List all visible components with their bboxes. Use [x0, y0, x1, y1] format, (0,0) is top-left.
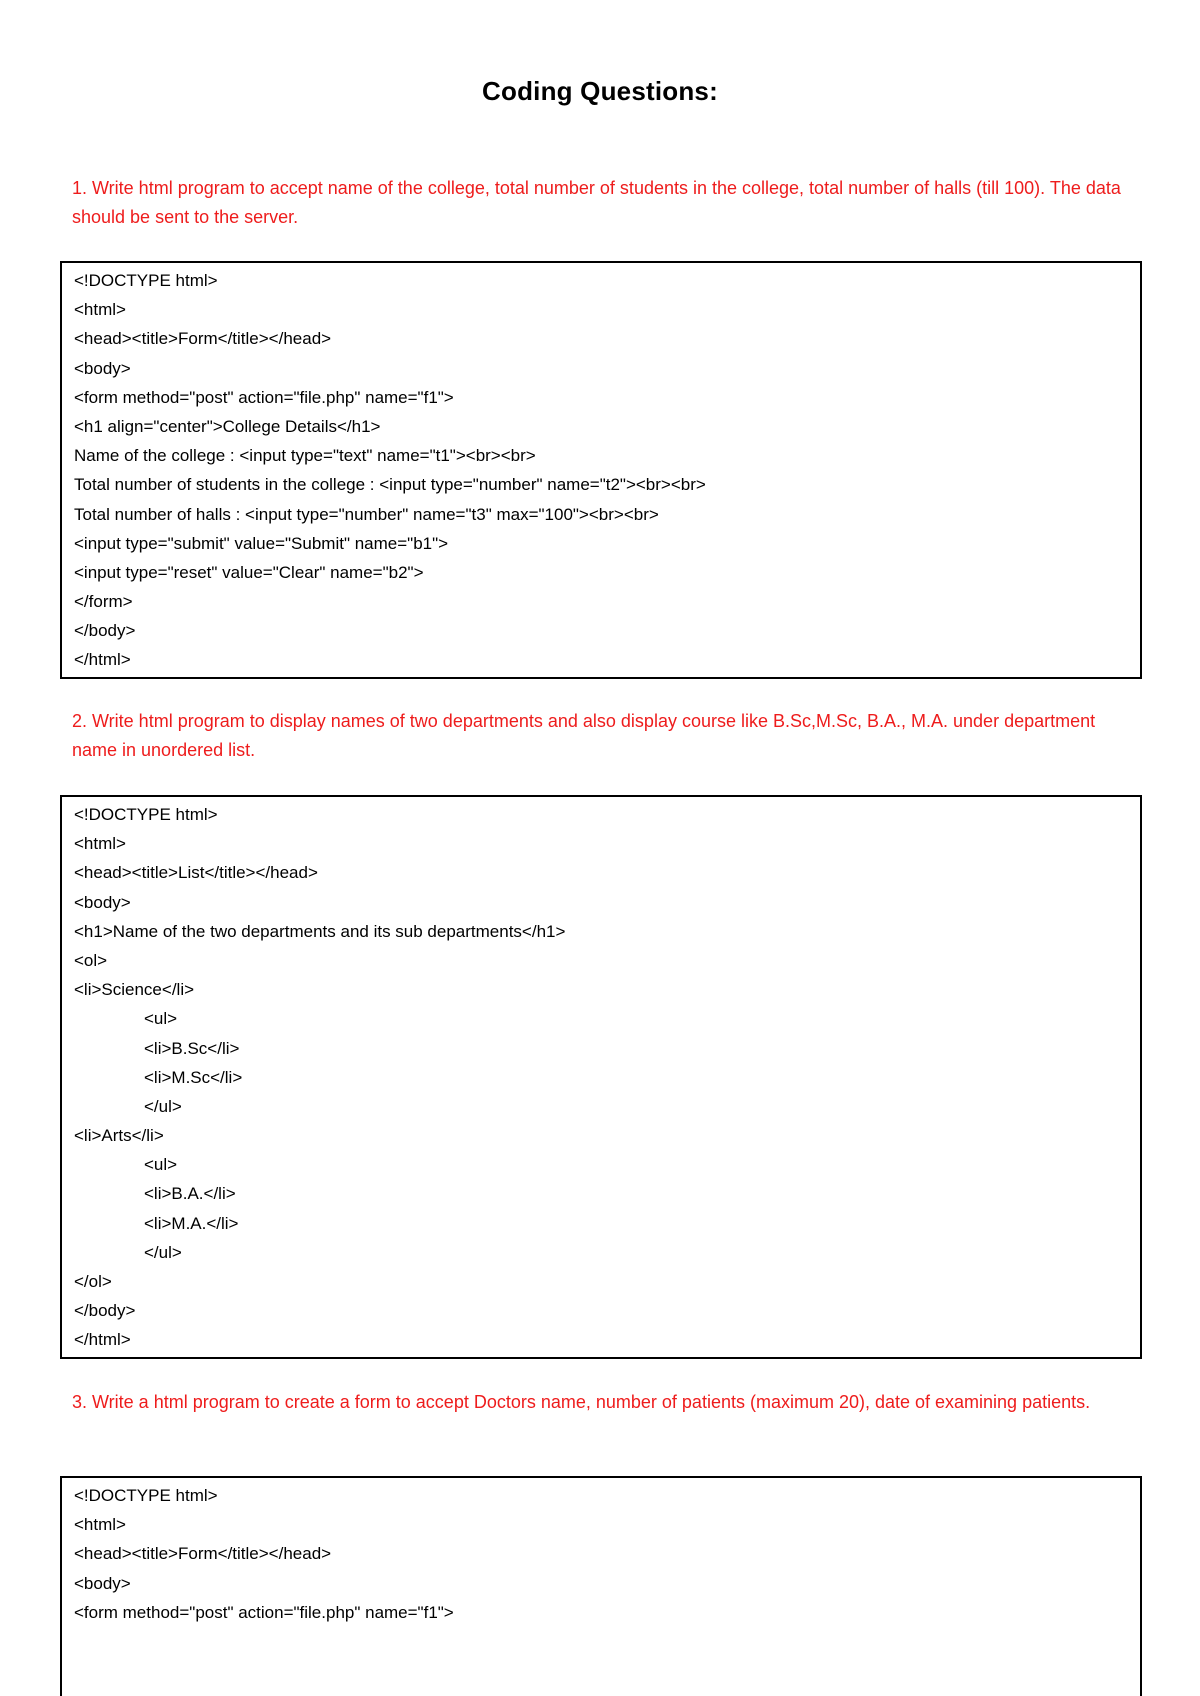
code-line: <head><title>Form</title></head>	[74, 329, 332, 349]
code-line: <li>B.Sc</li>	[144, 1038, 240, 1058]
code-block-3	[60, 1476, 1142, 1696]
code-line: <input type="submit" value="Submit" name="b1">	[74, 533, 449, 553]
code-line: <li>M.Sc</li>	[144, 1067, 243, 1087]
code-line: Name of the college : <input type="text" name="t1"><br><br>	[74, 446, 536, 466]
code-line: <!DOCTYPE html>	[74, 271, 218, 290]
code-line: <li>B.A.</li>	[144, 1184, 236, 1204]
code-line: </form>	[74, 592, 133, 612]
code-line: <body>	[74, 1573, 131, 1593]
code-line: <html>	[74, 834, 126, 854]
code-line: </html>	[74, 1330, 131, 1350]
code-line: <ul>	[144, 1155, 178, 1175]
code-line: <h1 align="center">College Details</h1>	[74, 416, 381, 436]
code-line: <head><title>Form</title></head>	[74, 1544, 332, 1564]
code-line: <h1>Name of the two departments and its sub departments</h1>	[74, 921, 566, 941]
code-line: <ol>	[74, 950, 108, 970]
code-line: <input type="reset" value="Clear" name="b2">	[74, 562, 424, 582]
code-line: <form method="post" action="file.php" name="f1">	[74, 1602, 454, 1622]
code-line: </body>	[74, 1301, 136, 1321]
code-line: <head><title>List</title></head>	[74, 863, 318, 883]
page-title: Coding Questions:	[482, 76, 718, 106]
code-line: <!DOCTYPE html>	[74, 1486, 218, 1505]
code-line: </ul>	[144, 1242, 182, 1262]
code-line: <body>	[74, 892, 131, 912]
question-1-text: 1. Write html program to accept name of the college, total number of students in the college, total number of halls (till 100). The data should be sent to the server.	[72, 178, 1121, 227]
code-line: <ul>	[144, 1009, 178, 1029]
code-block-2	[60, 795, 1142, 1359]
code-block-1	[60, 261, 1142, 679]
code-line: <li>M.A.</li>	[144, 1213, 239, 1233]
code-line: <body>	[74, 358, 131, 378]
code-line: Total number of students in the college : <input type="number" name="t2"><br><br>	[74, 475, 706, 495]
code-line: </html>	[74, 650, 131, 670]
code-line: <html>	[74, 300, 126, 320]
code-line: Total number of halls : <input type="number" name="t3" max="100"><br><br>	[74, 504, 659, 524]
question-2-text: 2. Write html program to display names of two departments and also display course like B.Sc,M.Sc, B.A., M.A. under department name in unordered list.	[72, 711, 1096, 760]
code-line: </body>	[74, 621, 136, 641]
code-line: <!DOCTYPE html>	[74, 805, 218, 824]
code-line: <html>	[74, 1515, 126, 1535]
code-line: </ul>	[144, 1096, 182, 1116]
code-line: <li>Science</li>	[74, 980, 195, 1000]
code-line: <li>Arts</li>	[74, 1126, 164, 1146]
code-line: </ol>	[74, 1272, 112, 1291]
code-line: <form method="post" action="file.php" name="f1">	[74, 387, 454, 407]
question-3-text: 3. Write a html program to create a form to accept Doctors name, number of patients (maximum 20), date of examining patients.	[72, 1392, 1091, 1412]
